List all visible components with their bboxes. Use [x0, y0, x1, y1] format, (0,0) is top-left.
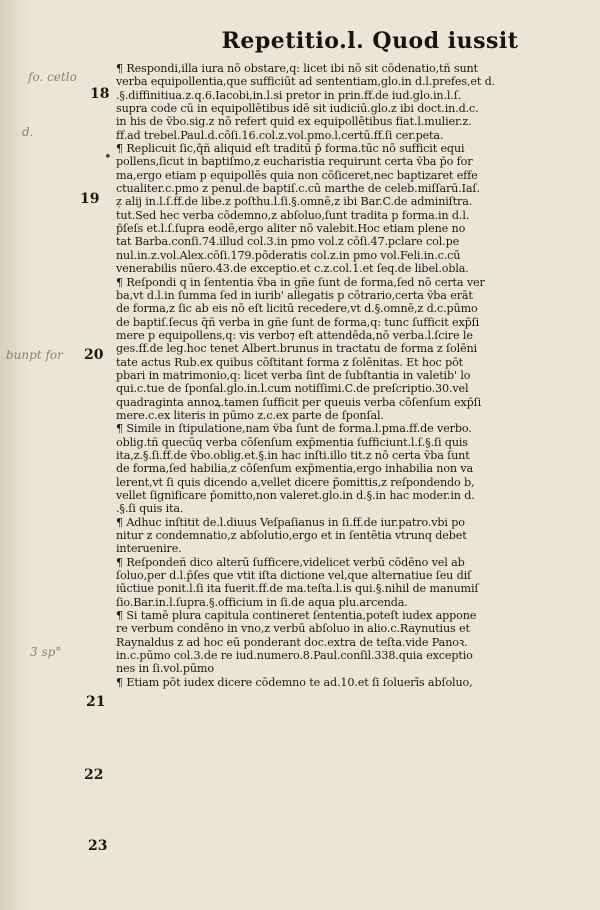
text-line: ba,vt d.l.in ſumma ſed in iurib' allegatis p cōtrario,certa ṽba erāt	[116, 288, 473, 302]
text-line: de baptiſ.ſecus q̄ñ verba in gñe ſunt de forma,q: tunc ſufficit exp̄ſi	[116, 315, 480, 329]
text-line: ¶ Etiam pōt iudex dicere cōdemno te ad.10.et ſi ſoluerīs abſoluo,	[116, 675, 473, 689]
text-line: verba equipollentia,que sufficiūt ad sententiam,glo.in d.l.prefes,et d.	[116, 75, 496, 89]
margin-note: bunpt for	[6, 348, 63, 362]
text-line: ¶ Si tamē plura capitula contineret ſententia,poteſt iudex appone	[116, 609, 477, 623]
text-line: ſoluo,per d.l.p̄ſes que vtit iſta dictione vel,que alternatiue ſeu diſ	[116, 569, 472, 583]
text-line: vellet ſignificare p̄omitto,non valeret.glo.in d.§.in hac moder.in d.	[116, 489, 475, 502]
section-number: 19	[80, 191, 100, 207]
text-line: ctualiter.c.pmo z penul.de baptiſ.c.cū marthe de celeb.miſſarū.Iaſ.	[116, 182, 480, 196]
text-line: interuenire.	[116, 542, 182, 556]
text-line: ¶ Adhuc inſtitit de.l.diuus Veſpaſianus in ſi.ff.de iur.patro.vbi po	[116, 515, 465, 529]
text-line: re verbum condēno in vno,z verbū abſoluo in alio.c.Raynutius et	[116, 622, 470, 636]
body-text	[116, 62, 586, 689]
text-line: ¶ Simile in ſtipulatione,nam ṽba ſunt de forma.l.pma.ff.de verbo.	[116, 422, 472, 436]
text-line: ſio.Bar.in.l.ſupra.§.officium in ſi.de aqua plu.arcenda.	[116, 595, 408, 609]
section-number: 23	[88, 838, 108, 854]
margin-note: 3 sp°	[30, 645, 62, 659]
text-line: tut.Sed hec verba cōdemno,z abſoluo,ſunt tradita p forma.in d.l.	[116, 208, 470, 222]
text-line: venerabilis nūero.43.de exceptio.et c.z.col.1.et ſeq.de libel.obla.	[116, 262, 469, 276]
text-line: nitur z condemnatio,z abſolutio,ergo et in ſentētia vtrunq debet	[116, 529, 467, 543]
text-line: lerent,vt ſi quis dicendo a,vellet dicere p̄omittis,z reſpondendo b,	[116, 475, 475, 489]
text-line: Raynaldus z ad hoc eū ponderant doc.extra de teſta.vide Panoꝛ.	[116, 635, 468, 649]
text-line: ita,z.§.ſi.ff.de ṽbo.oblig.et.§.in hac inſti.illo tit.z nō certa ṽba ſunt	[116, 448, 470, 462]
text-line: nul.in.z.vol.Alex.cōſi.179.pōderatis col.z.in pmo vol.Feli.in.c.cū	[116, 248, 461, 262]
text-line: .§.ſi quis ita.	[116, 502, 184, 516]
text-line: pbari in matrimonio,q: licet verba ſint de ſubſtantia in valetib' lo	[116, 368, 471, 382]
section-number: 21	[86, 694, 106, 710]
text-line: ff.ad trebel.Paul.d.cōſi.16.col.z.vol.pmo.l.certū.ff.ſi cer.peta.	[116, 128, 444, 142]
text-line: de forma,z ſic ab eis nō eſt licitū recedere,vt d.§.omnē,z d.c.pūmo	[116, 302, 478, 316]
text-line: ¶ Reſpondeñ dico alterū ſufficere,videlicet verbū cōdēno vel ab	[116, 555, 465, 569]
text-line: de forma,ſed habilia,z cōſenſum exp̄mentia,ergo inhabilia non va	[116, 462, 474, 476]
margin-mark-icon: •	[104, 150, 112, 165]
text-line: supra code cū in equipollētibus idē sit iudiciū.glo.z ibi doct.in.d.c.	[116, 102, 479, 116]
text-line: ¶ Respondi,illa iura nō obstare,q: licet ibi nō sit cōdenatio,tñ sunt	[116, 62, 478, 75]
text-line: mere p equipollens,q: vis verbo⁊ eſt attendēda,nō verba.l.ſcire le	[116, 328, 473, 342]
text-line: qui.c.tue de ſponſal.glo.in.l.cum notiſſimi.C.de preſcriptio.30.vel	[116, 382, 469, 396]
text-line: pollens,ſicut in baptiſmo,z eucharistia requirunt certa ṽba p̄o for	[116, 155, 473, 169]
text-line: iūctiue ponit.l.ſi ita fuerit.ff.de ma.teſta.l.is qui.§.nihil de manumiſ	[116, 582, 479, 596]
section-number: 22	[84, 767, 104, 783]
text-line: in his de ṽbo.sig.z nō refert quid ex equipollētibus fiat.l.mulier.z.	[116, 115, 472, 129]
margin-note: d.	[22, 125, 34, 139]
text-line: tate actus Rub.ex quibus cōſtitant forma z ſolēnitas. Et hoc pōt	[116, 355, 464, 369]
text-line: mere.c.ex literis in pūmo z.c.ex parte de ſponſal.	[116, 408, 384, 422]
text-line: in.c.pūmo col.3.de re iud.numero.8.Paul.conſil.338.quia exceptio	[116, 649, 473, 663]
text-line: quadraginta annoꝝ.tamen ſufficit per queuis verba cōſenſum exp̄ſi	[116, 395, 482, 409]
text-line: ẓ alij in.l.ſ.ff.de libe.z poſthu.l.ſi.§.omnē,z ibi Bar.C.de adminiſtra.	[116, 195, 473, 209]
section-number: 18	[90, 86, 110, 102]
text-line: ges.ff.de leg.hoc tenet Albert.brunus in tractatu de forma z ſolēni	[116, 342, 477, 356]
running-header: Repetitio.l. Quod iussit	[221, 28, 519, 54]
text-line: nes in ſi.vol.pūmo	[116, 662, 214, 676]
text-line: ¶ Reſpondi q in ſententia ṽba in gñe ſunt de forma,ſed nō certa ver	[116, 275, 485, 289]
text-line: ¶ Replicuit ſic,q̄ñ aliquid eſt traditū p̄ forma.tūc nō sufficit equi	[116, 142, 465, 156]
text-line: .§.diffinitiua.z.q.6.Iacobi,in.l.si pretor in prin.ff.de iud.glo.in.l.ſ.	[116, 88, 462, 102]
text-line: p̄ſeſs et.l.ſ.ſupra eodē,ergo aliter nō valebit.Hoc etiam plene no	[116, 222, 466, 236]
section-number: 20	[84, 347, 104, 363]
margin-note: fo. cetlo	[28, 70, 77, 84]
text-line: tat Barba.conſi.74.illud col.3.in pmo vol.z cōſi.47.pclare col.pe	[116, 235, 460, 249]
text-line: ma,ergo etiam p equipollēs quia non cōſiceret,nec baptizaret effe	[116, 168, 478, 182]
text-line: oblig.tñ quecūq verba cōſenſum exp̄mentia ſufficiunt.l.ſ.§.ſi quis	[116, 435, 468, 449]
